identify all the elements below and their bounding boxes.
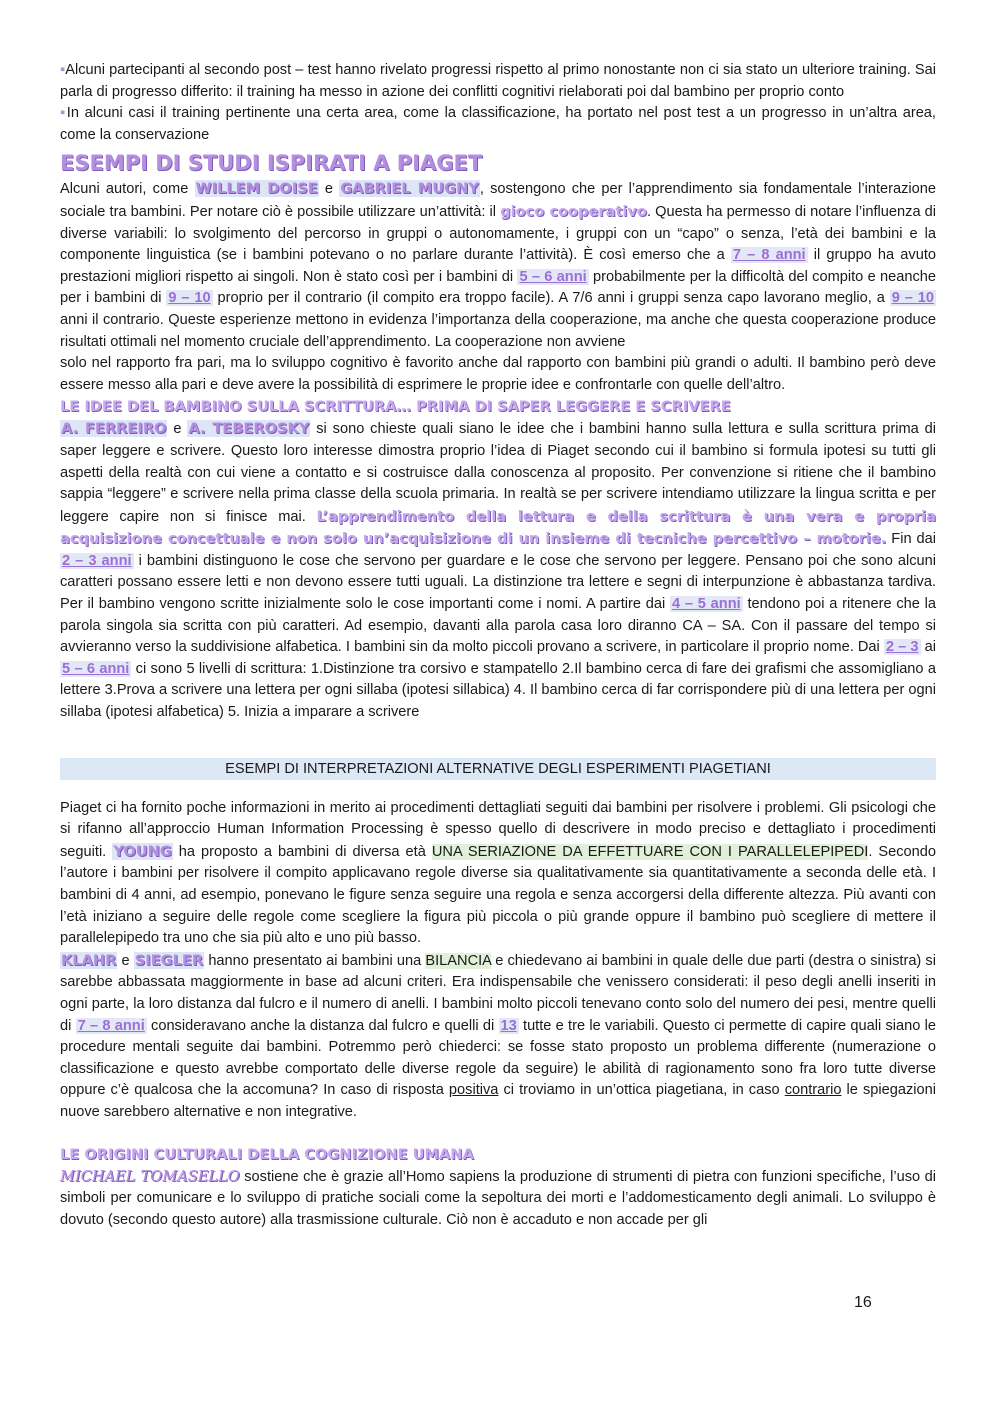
heading-studi-piaget: ESEMPI DI STUDI ISPIRATI A PIAGET: [60, 151, 483, 176]
highlight-sentence: L’apprendimento della lettura e della scrittura è una vera e propria acquisizione concettuale e non solo un’acquisizione di un insieme di tecniche percettivo – motorie.: [60, 507, 936, 548]
bullet-icon: ▪: [60, 62, 66, 78]
bullet-paragraph-2: ▪In alcuni casi il training pertinente una certa area, come la classificazione, ha portato nel post test a un progresso in un’altra area, come la conservazione: [60, 105, 936, 143]
author-name: GABRIEL MUGNY: [340, 180, 479, 198]
highlight-term: gioco cooperativo: [500, 202, 647, 220]
age-range: 9 – 10: [891, 290, 934, 307]
heading-origini-culturali: LE ORIGINI CULTURALI DELLA COGNIZIONE UMANA: [60, 1145, 474, 1163]
paragraph-klahr-siegler: KLAHR e SIEGLER hanno presentato ai bambini una BILANCIA e chiedevano ai bambini in quale delle due parti (destra o sinistra) si sarebbe abbassata maggiormente in base ad alcuni criteri. Era indispensabile che venissero considerati: il peso degli anelli inseriti in ogni parte, la loro distanza dal fulcro e il numero di anelli. I bambini molto piccoli tenevano conto solo del numero dei pesi, mentre quelli di 7 – 8 anni consideravano anche la distanza dal fulcro e quelli di 13 tutte e tre le variabili. Questo ci permette di capire quali siano le procedure mentali seguite dai bambini. Potremmo però chiederci: se fosse stato proposto un problema differente (numerazione o classificazione e questo avrebbe comportato delle diverse regole da seguire) le abilità di ragionamento sono fra loro tutte diverse oppure c’è qualcosa che la accomuna? In caso di risposta positiva ci troviamo in un’ottica piagetiana, in caso contrario le spiegazioni nuove sarebbero alternative e non integrative.: [60, 951, 936, 1120]
age-range: 2 – 3: [885, 639, 919, 656]
age-range: 2 – 3 anni: [62, 552, 132, 569]
green-highlight: UNA SERIAZIONE DA EFFETTUARE CON I PARALLELEPIPEDI: [431, 843, 869, 860]
author-name: A. FERREIRO: [61, 420, 167, 438]
age-range: 5 – 6 anni: [519, 268, 587, 285]
paragraph-doise-mugny: Alcuni autori, come WILLEM DOISE e GABRIEL MUGNY, sostengono che per l’apprendimento sia fondamentale l’interazione sociale tra bambini. Per notare ciò è possibile utilizzare un’attività: il gioco cooperativo. Questa ha permesso di notare l’influenza di diverse variabili: lo svolgimento del percorso in gruppi o autonomamente, i gruppi con un “capo” o senza, l’età dei bambini e la componente linguistica (se i bambini potevano o no parlare durante l’attività). È così emerso che a 7 – 8 anni il gruppo ha avuto prestazioni migliori rispetto ai singoli. Non è stato così per i bambini di 5 – 6 anni probabilmente per la difficoltà del compito e neanche per i bambini di 9 – 10 proprio per il contrario (il compito era troppo facile). A 7/6 anni i gruppi senza capo lavorano meglio, a 9 – 10 anni il contrario. Queste esperienze mettono in evidenza l’importanza della cooperazione, ma anche che questa cooperazione produce risultati ottimali nel momento cruciale dell’apprendimento. La cooperazione non avviene: [60, 180, 937, 350]
underlined-word: contrario: [784, 1082, 842, 1099]
age-range: 4 – 5 anni: [672, 596, 741, 613]
heading-idee-scrittura: LE IDEE DEL BAMBINO SULLA SCRITTURA… PRIMA DI SAPER LEGGERE E SCRIVERE: [60, 398, 731, 416]
paragraph-ferreiro-teberosky: A. FERREIRO e A. TEBEROSKY si sono chieste quali siano le idee che i bambini hanno sulla lettura e sulla scrittura prima di saper leggere e scrivere. Questo loro interesse dimostra proprio l’idea di Piaget secondo cui il bambino si formula ipotesi su tutti gli aspetti della realtà con cui viene a contatto e si costruisce dalla conoscenza al proposito. Per convenzione si ritiene che il bambino sappia “leggere” e scrivere nella prima classe della scuola primaria. In realtà se per scrivere intendiamo utilizzare la lingua scritta e per leggere capire non si finisce mai. L’apprendimento della lettura e della scrittura è una vera e propria acquisizione concettuale e non solo un’acquisizione di un insieme di tecniche percettivo – motorie. Fin dai 2 – 3 anni i bambini distinguono le cose che servono per guardare e le cose che servono per leggere. Pensano poi che sono alcuni caratteri possano essere letti e non devono essere tutti uguali. La distinzione tra lettere e segni di interpunzione è abbastanza tardiva. Per il bambino vengono scritte inizialmente solo le cose importanti come i nomi. A partire dai 4 – 5 anni tendono poi a ritenere che la parola singola sia scritta con più caratteri. Ad esempio, davanti alla parola casa loro diranno CA – SA. Con il passare del tempo si avvieranno verso la suddivisione alfabetica. I bambini sin da molto piccoli provano a scrivere, in particolare il proprio nome. Dai 2 – 3 ai 5 – 6 anni ci sono 5 livelli di scrittura: 1.Distinzione tra corsivo e stampatello 2.Il bambino cerca di fare dei grafismi che assomigliano a lettere 3.Prova a scrivere una lettera per ogni sillaba (ipotesi sillabica) 4. Il bambino cerca di far corrispondere più di una lettera per ogni sillaba (ipotesi alfabetica) 5. Inizia a imparare a scrivere: [60, 420, 937, 721]
paragraph-cooperazione: solo nel rapporto fra pari, ma lo sviluppo cognitivo è favorito anche dal rapporto con bambini più grandi o adulti. Il bambino però deve essere messo alla pari e deve avere la possibilità di esprimere le proprie idee e confrontarle con quelle dell’altro.: [60, 355, 936, 393]
underlined-word: positiva: [448, 1082, 499, 1099]
paragraph-tomasello: MICHAEL TOMASELLO sostiene che è grazie all’Homo sapiens la produzione di strumenti di pietra con funzioni specifiche, l’uso di simboli per comunicare e lo sviluppo di pratiche sociali come la sepoltura dei morti e l’addomesticamento degli animali. Lo sviluppo è dovuto (secondo questo autore) alla trasmissione culturale. Ciò non è accaduto e non accade per gli: [60, 1167, 936, 1228]
age-range: 5 – 6 anni: [62, 660, 130, 677]
author-name: MICHAEL TOMASELLO: [60, 1167, 240, 1185]
section-banner: ESEMPI DI INTERPRETAZIONI ALTERNATIVE DEGLI ESPERIMENTI PIAGETIANI: [60, 758, 936, 780]
page-number: 16: [854, 1294, 872, 1311]
bullet-paragraph-1: ▪Alcuni partecipanti al secondo post – test hanno rivelato progressi rispetto al primo nonostante non ci sia stato un ulteriore training. Sai parla di progresso differito: il training ha messo in azione dei conflitti cognitivi rielaborati poi dal bambino per proprio conto: [60, 62, 936, 100]
age-range: 13: [500, 1017, 517, 1034]
age-range: 7 – 8 anni: [732, 247, 806, 264]
author-name: KLAHR: [61, 951, 117, 969]
page-content: [60, 60, 936, 1231]
author-name: YOUNG: [113, 842, 172, 860]
author-name: WILLEM DOISE: [195, 180, 318, 198]
author-name: SIEGLER: [134, 951, 204, 969]
green-highlight: BILANCIA: [425, 952, 492, 969]
paragraph-young: Piaget ci ha fornito poche informazioni in merito ai procedimenti dettagliati seguiti dai bambini per risolvere i problemi. Gli psicologi che si rifanno all’approccio Human Information Processing è spesso quello di descrivere in modo preciso e dettagliato i procedimenti seguiti. YOUNG ha proposto a bambini di diversa età UNA SERIAZIONE DA EFFETTUARE CON I PARALLELEPIPEDI. Secondo l’autore i bambini per risolvere il compito applicavano regole diverse sia qualitativamente sia quantitativamente a seconda delle età. I bambini di 4 anni, ad esempio, ponevano le figure senza seguire una regola e senza accorgersi della differente altezza. Più avanti con l’età iniziano a seguire delle regole come scegliere la figura più piccola o più grande oppure il bambino può scegliere di mettere il parallelepipedo tra uno che sia più alto e uno più basso.: [60, 799, 936, 947]
author-name: A. TEBEROSKY: [188, 420, 310, 438]
bullet-icon: ▪: [60, 105, 67, 122]
age-range: 9 – 10: [168, 290, 211, 307]
age-range: 7 – 8 anni: [77, 1017, 145, 1034]
